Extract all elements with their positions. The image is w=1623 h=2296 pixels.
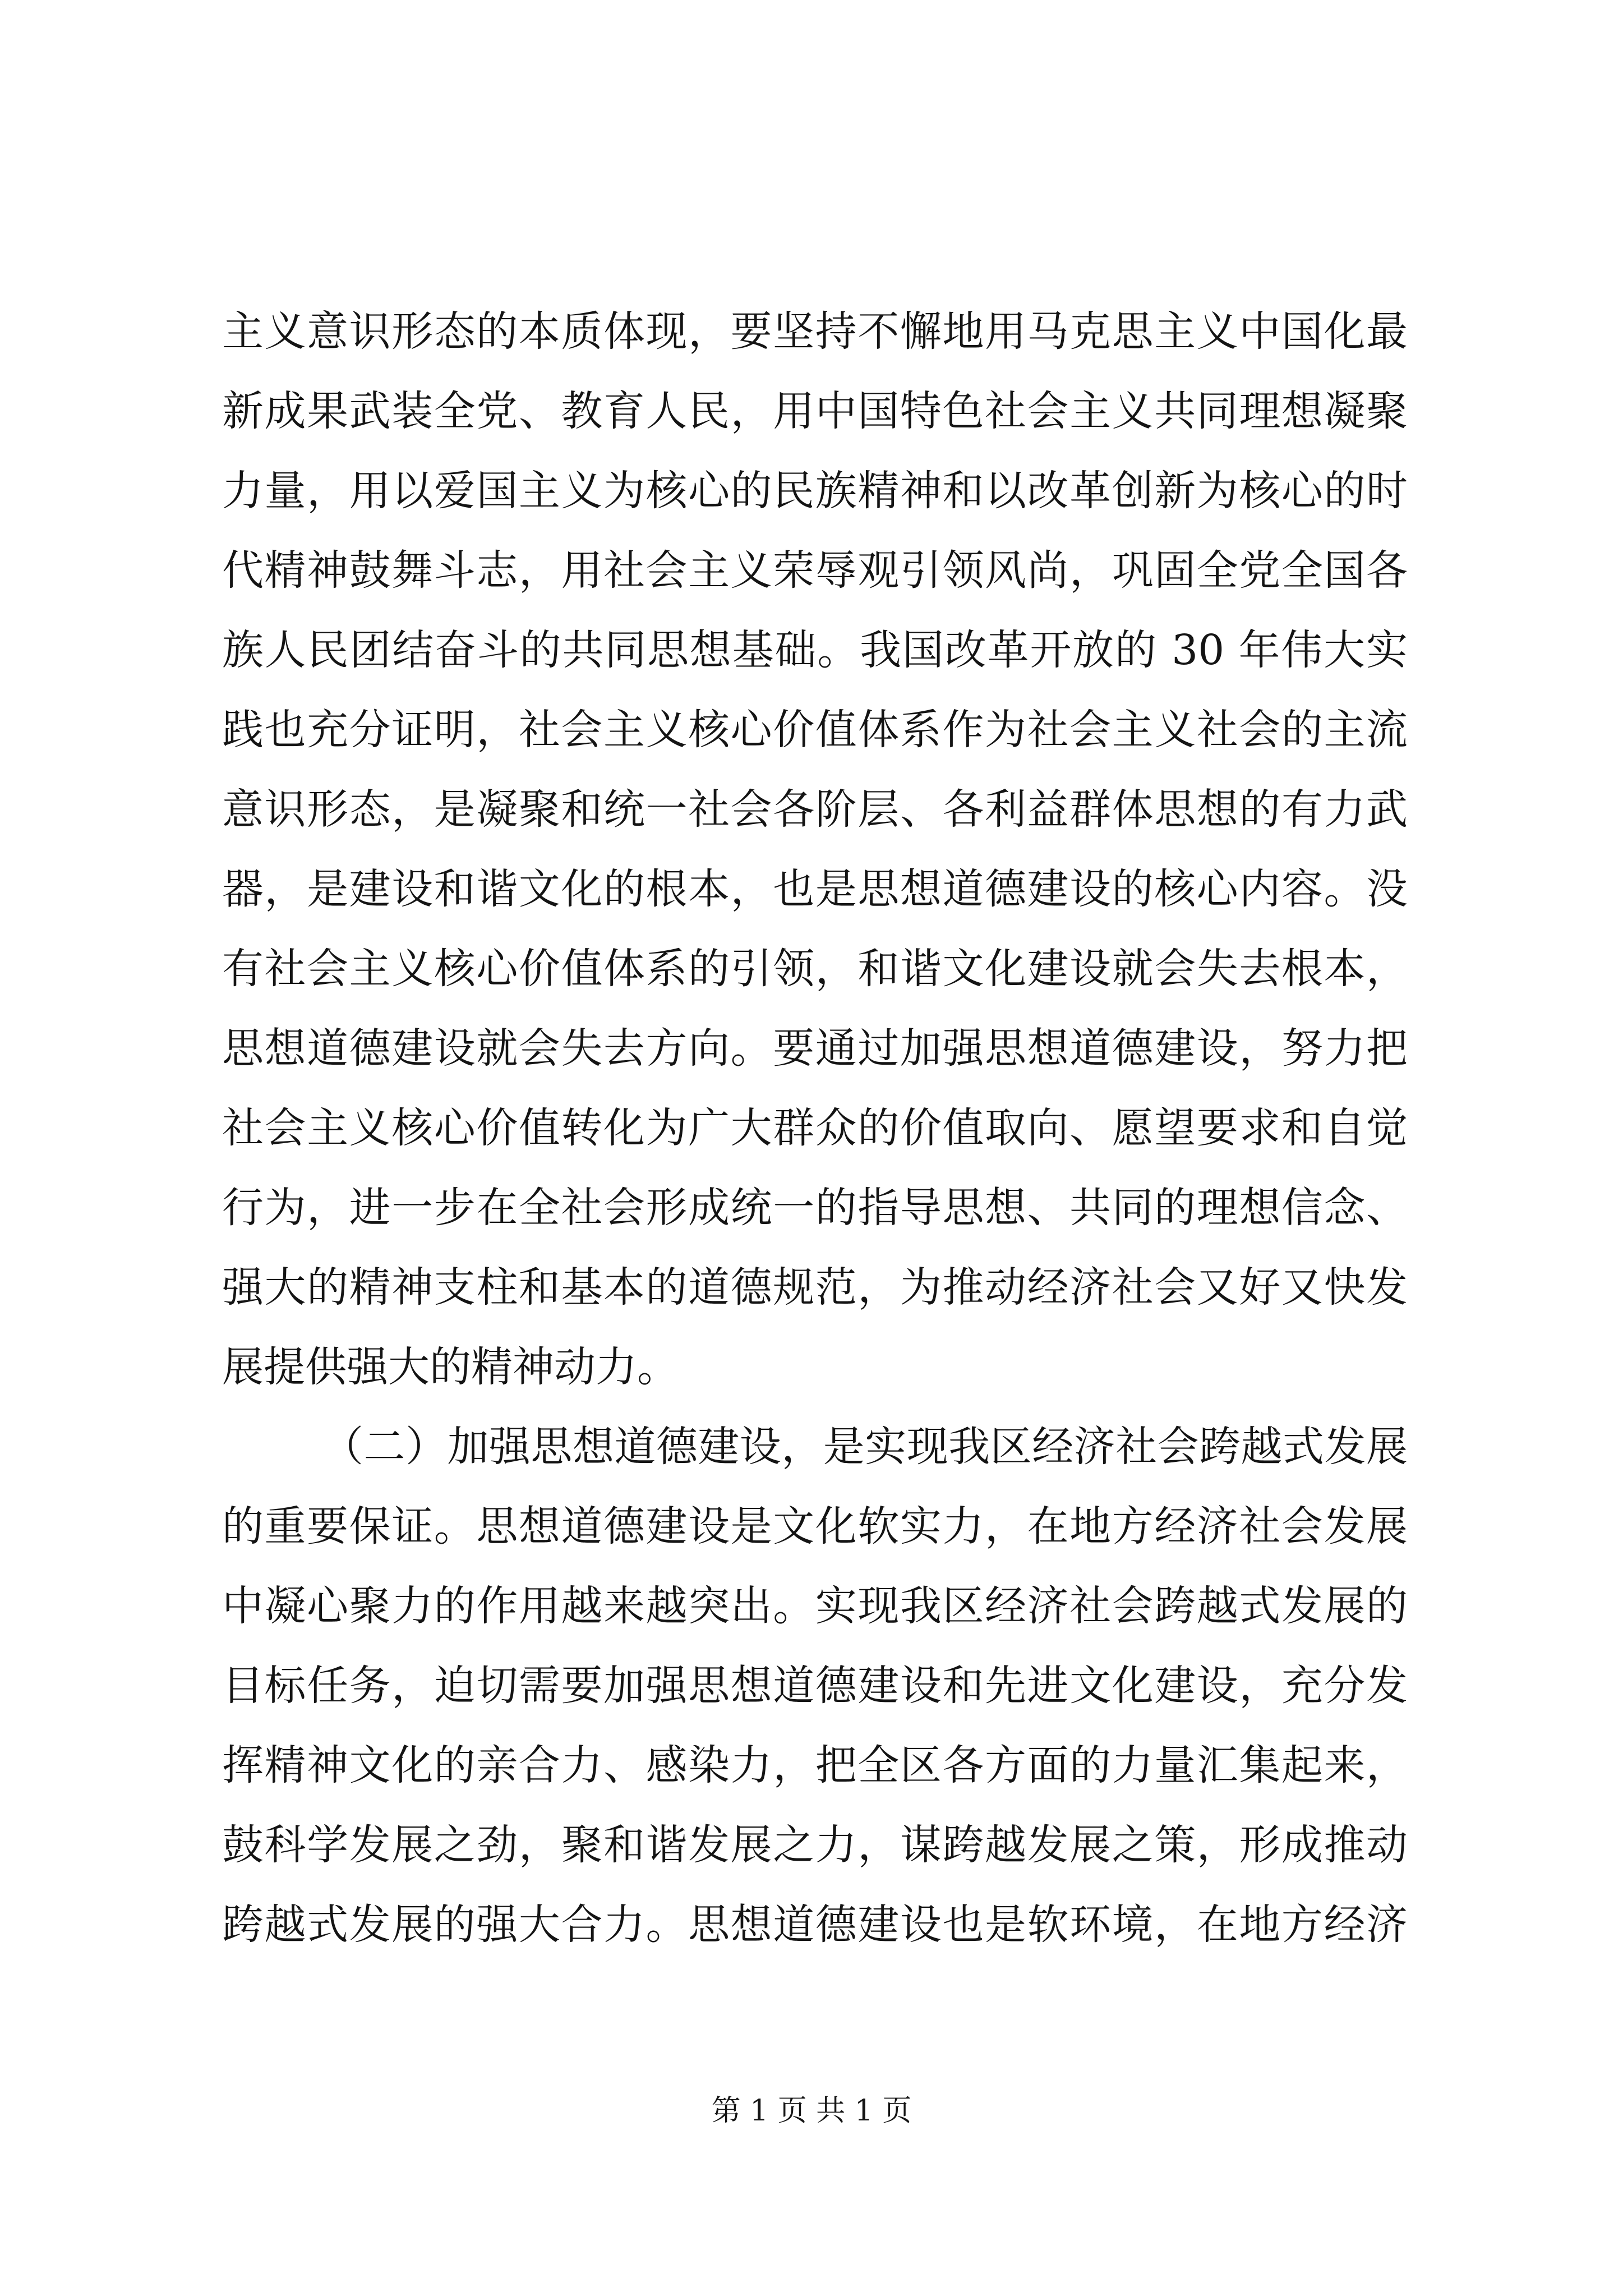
body-text [222, 292, 1408, 1964]
text-line: 族人民团结奋斗的共同思想基础。我国改革开放的 30 年伟大实 [222, 626, 1408, 674]
text-line: 新成果武装全党、教育人民，用中国特色社会主义共同理想凝聚 [222, 387, 1408, 435]
text-line: 强大的精神支柱和基本的道德规范，为推动经济社会又好又快发 [222, 1263, 1408, 1312]
section-heading-line: （二）加强思想道德建设，是实现我区经济社会跨越式发展 [322, 1423, 1408, 1471]
text-line: 有社会主义核心价值体系的引领，和谐文化建设就会失去根本， [222, 945, 1408, 993]
text-line: 目标任务，迫切需要加强思想道德建设和先进文化建设，充分发 [222, 1662, 1408, 1710]
text-line: 践也充分证明，社会主义核心价值体系作为社会主义社会的主流 [222, 706, 1408, 754]
text-line: 行为，进一步在全社会形成统一的指导思想、共同的理想信念、 [222, 1184, 1408, 1232]
text-line: 中凝心聚力的作用越来越突出。实现我区经济社会跨越式发展的 [222, 1582, 1408, 1630]
page-number-footer: 第 1 页 共 1 页 [711, 2094, 912, 2128]
text-line: 鼓科学发展之劲，聚和谐发展之力，谋跨越发展之策，形成推动 [222, 1821, 1408, 1869]
text-line: 代精神鼓舞斗志，用社会主义荣辱观引领风尚，巩固全党全国各 [222, 546, 1408, 595]
text-line: 的重要保证。思想道德建设是文化软实力，在地方经济社会发展 [222, 1502, 1408, 1550]
text-line: 挥精神文化的亲合力、感染力，把全区各方面的力量汇集起来， [222, 1741, 1408, 1789]
text-line: 器，是建设和谐文化的根本，也是思想道德建设的核心内容。没 [222, 865, 1408, 913]
paragraph-end-line: 展提供强大的精神动力。 [222, 1343, 679, 1391]
text-line: 主义意识形态的本质体现，要坚持不懈地用马克思主义中国化最 [222, 307, 1408, 356]
text-line: 思想道德建设就会失去方向。要通过加强思想道德建设，努力把 [222, 1024, 1408, 1073]
text-line: 意识形态，是凝聚和统一社会各阶层、各利益群体思想的有力武 [222, 785, 1408, 834]
text-line: 社会主义核心价值转化为广大群众的价值取向、愿望要求和自觉 [222, 1104, 1408, 1152]
text-line: 跨越式发展的强大合力。思想道德建设也是软环境，在地方经济 [222, 1901, 1408, 1949]
text-line: 力量，用以爱国主义为核心的民族精神和以改革创新为核心的时 [222, 467, 1408, 515]
